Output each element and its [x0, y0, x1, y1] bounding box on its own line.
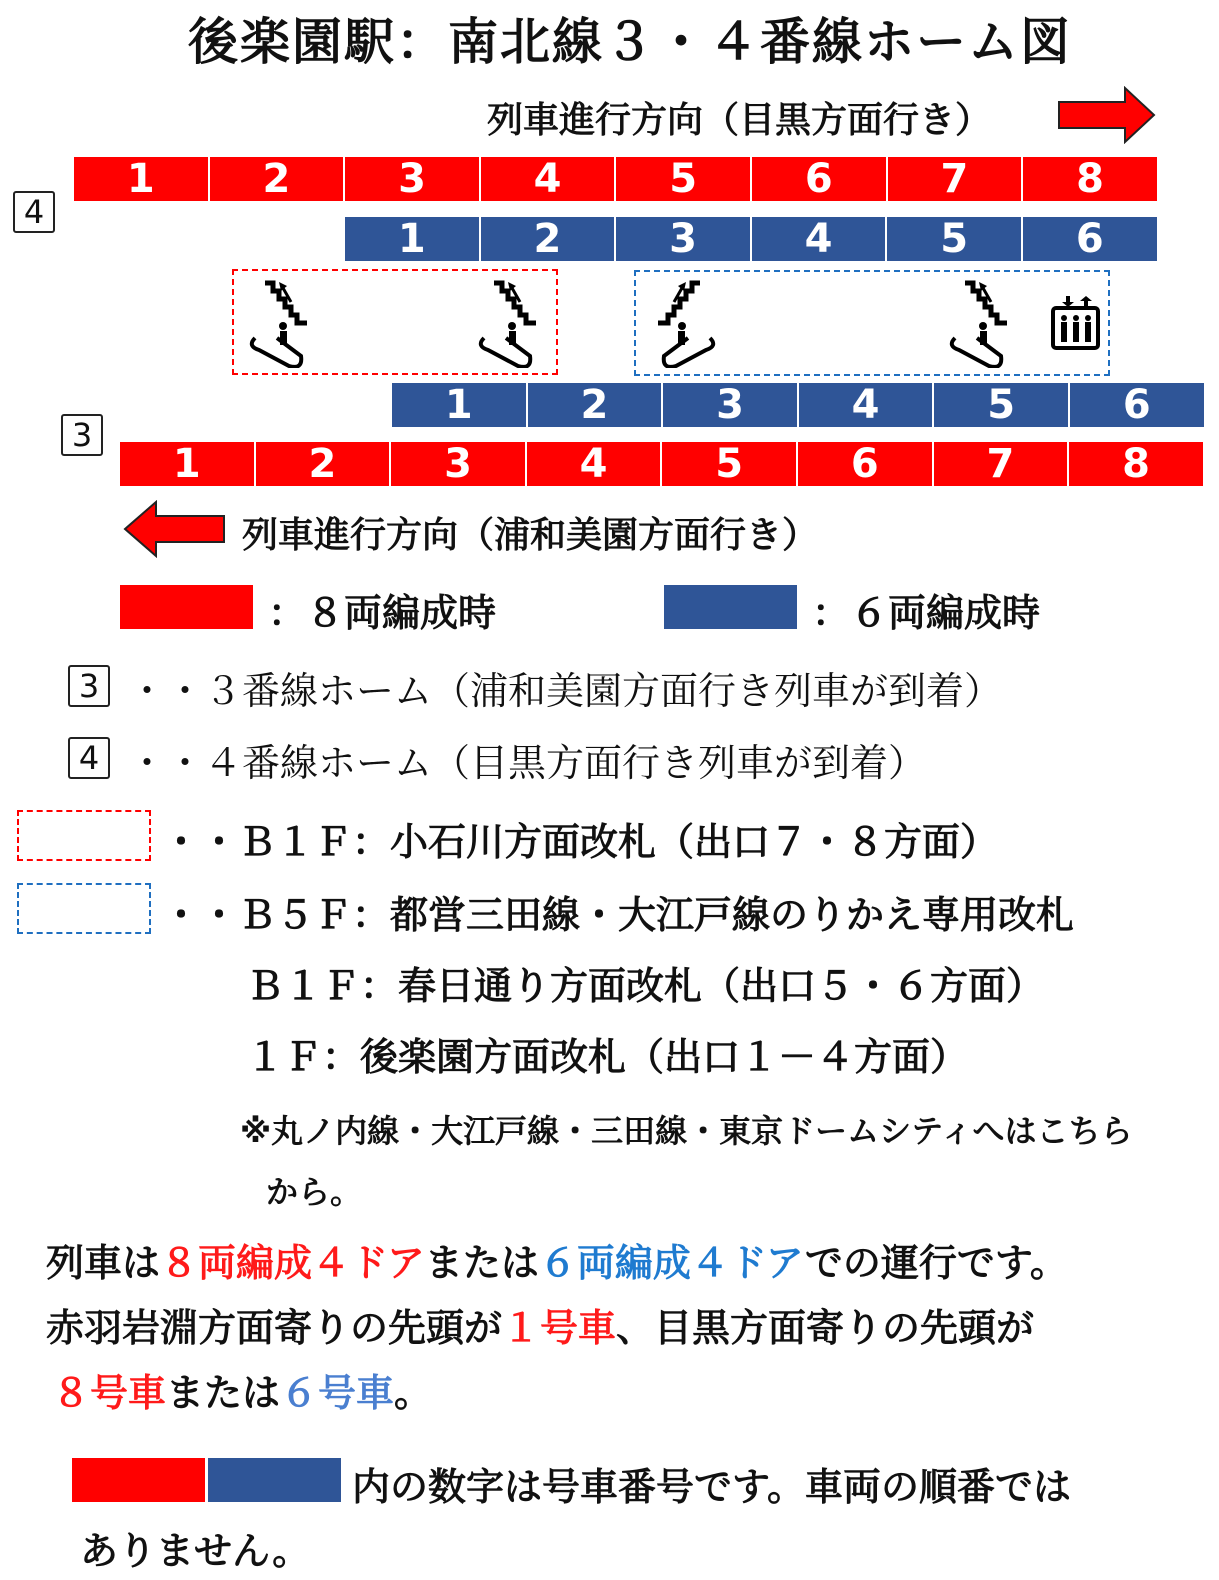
stairs-escalator-icon [945, 278, 1020, 368]
car-3: 3 [663, 383, 799, 427]
info-text: での運行です。 [804, 1241, 1068, 1285]
car-1: 1 [74, 157, 210, 201]
exit-b1f-kasuga: Ｂ１Ｆ：春日通り方面改札（出口５・６方面） [246, 964, 1045, 1008]
stairs-escalator-icon [245, 278, 320, 368]
platform-4-key-text: ・・４番線ホーム（目黒方面行き列車が到着） [128, 741, 927, 785]
car-4: 4 [799, 383, 935, 427]
car-8: 8 [1023, 157, 1159, 201]
footer-blue-swatch [208, 1458, 341, 1502]
exit-1f-korakuen: １Ｆ：後楽園方面改札（出口１－４方面） [246, 1035, 969, 1079]
info-6car-highlight: ６両編成４ドア [538, 1241, 805, 1285]
car-8: 8 [1069, 442, 1205, 486]
direction-top-label: 列車進行方向（目黒方面行き） [487, 100, 992, 141]
car-3: 3 [391, 442, 527, 486]
info-line-2 [46, 1297, 1034, 1352]
info-car8-highlight: ８号車 [52, 1371, 167, 1415]
footer-note-cont: ありません。 [80, 1529, 311, 1573]
platform-3-key-text: ・・３番線ホーム（浦和美園方面行き列車が到着） [128, 669, 1003, 713]
page-title: 後楽園駅：南北線３・４番線ホーム図 [188, 13, 1072, 71]
info-car6-highlight: ６号車 [280, 1371, 395, 1415]
arrow-right-icon [1057, 86, 1157, 144]
info-text: または [424, 1241, 539, 1285]
info-car1-highlight: １号車 [502, 1306, 617, 1350]
info-line-3 [52, 1362, 432, 1417]
stairs-escalator-up-icon [645, 278, 720, 368]
car-2: 2 [256, 442, 392, 486]
info-text: 。 [394, 1371, 433, 1415]
info-text: 、目黒方面寄りの先頭が [616, 1306, 1035, 1350]
car-3: 3 [616, 217, 752, 261]
info-text: 赤羽岩淵方面寄りの先頭が [46, 1306, 503, 1350]
stairs-escalator-icon [474, 278, 549, 368]
car-2: 2 [481, 217, 617, 261]
platform-4-key-badge: 4 [68, 737, 110, 779]
footer-red-swatch [72, 1458, 205, 1502]
info-8car-highlight: ８両編成４ドア [160, 1241, 425, 1285]
legend-red-swatch [120, 585, 253, 629]
legend-blue-swatch [664, 585, 797, 629]
car-7: 7 [888, 157, 1024, 201]
car-4: 4 [527, 442, 663, 486]
car-2: 2 [528, 383, 664, 427]
transfer-note: ※丸ノ内線・大江戸線・三田線・東京ドームシティへはこちら [240, 1112, 1133, 1150]
exit-b1f-koishikawa: ・・Ｂ１Ｆ：小石川方面改札（出口７・８方面） [162, 820, 999, 864]
car-1: 1 [392, 383, 528, 427]
car-5: 5 [662, 442, 798, 486]
platform-3-key-badge: 3 [68, 665, 110, 707]
elevator-icon [1050, 294, 1102, 352]
car-7: 7 [934, 442, 1070, 486]
legend-blue-dashed-box [17, 883, 151, 934]
car-4: 4 [752, 217, 888, 261]
car-5: 5 [934, 383, 1070, 427]
exit-b5f-transfer: ・・Ｂ５Ｆ：都営三田線・大江戸線のりかえ専用改札 [162, 893, 1075, 937]
car-6: 6 [752, 157, 888, 201]
car-6: 6 [1070, 383, 1206, 427]
legend-8car: ：８両編成時 [268, 591, 497, 635]
car-1: 1 [345, 217, 481, 261]
transfer-note-cont: から。 [266, 1173, 363, 1211]
footer-note: 内の数字は号車番号です。車両の順番では [352, 1465, 1071, 1509]
car-3: 3 [345, 157, 481, 201]
info-text: または [166, 1371, 281, 1415]
platform-3-badge: 3 [61, 414, 103, 456]
legend-red-dashed-box [17, 810, 151, 861]
direction-bottom-label: 列車進行方向（浦和美園方面行き） [242, 515, 819, 556]
legend-6car: ：６両編成時 [812, 591, 1041, 635]
car-2: 2 [210, 157, 346, 201]
car-5: 5 [616, 157, 752, 201]
car-6: 6 [1023, 217, 1159, 261]
info-text: 列車は [46, 1241, 161, 1285]
arrow-left-icon [122, 500, 227, 558]
car-1: 1 [120, 442, 256, 486]
car-4: 4 [481, 157, 617, 201]
car-6: 6 [798, 442, 934, 486]
info-line-1 [46, 1232, 1068, 1287]
car-5: 5 [887, 217, 1023, 261]
platform-4-badge: 4 [13, 191, 55, 233]
